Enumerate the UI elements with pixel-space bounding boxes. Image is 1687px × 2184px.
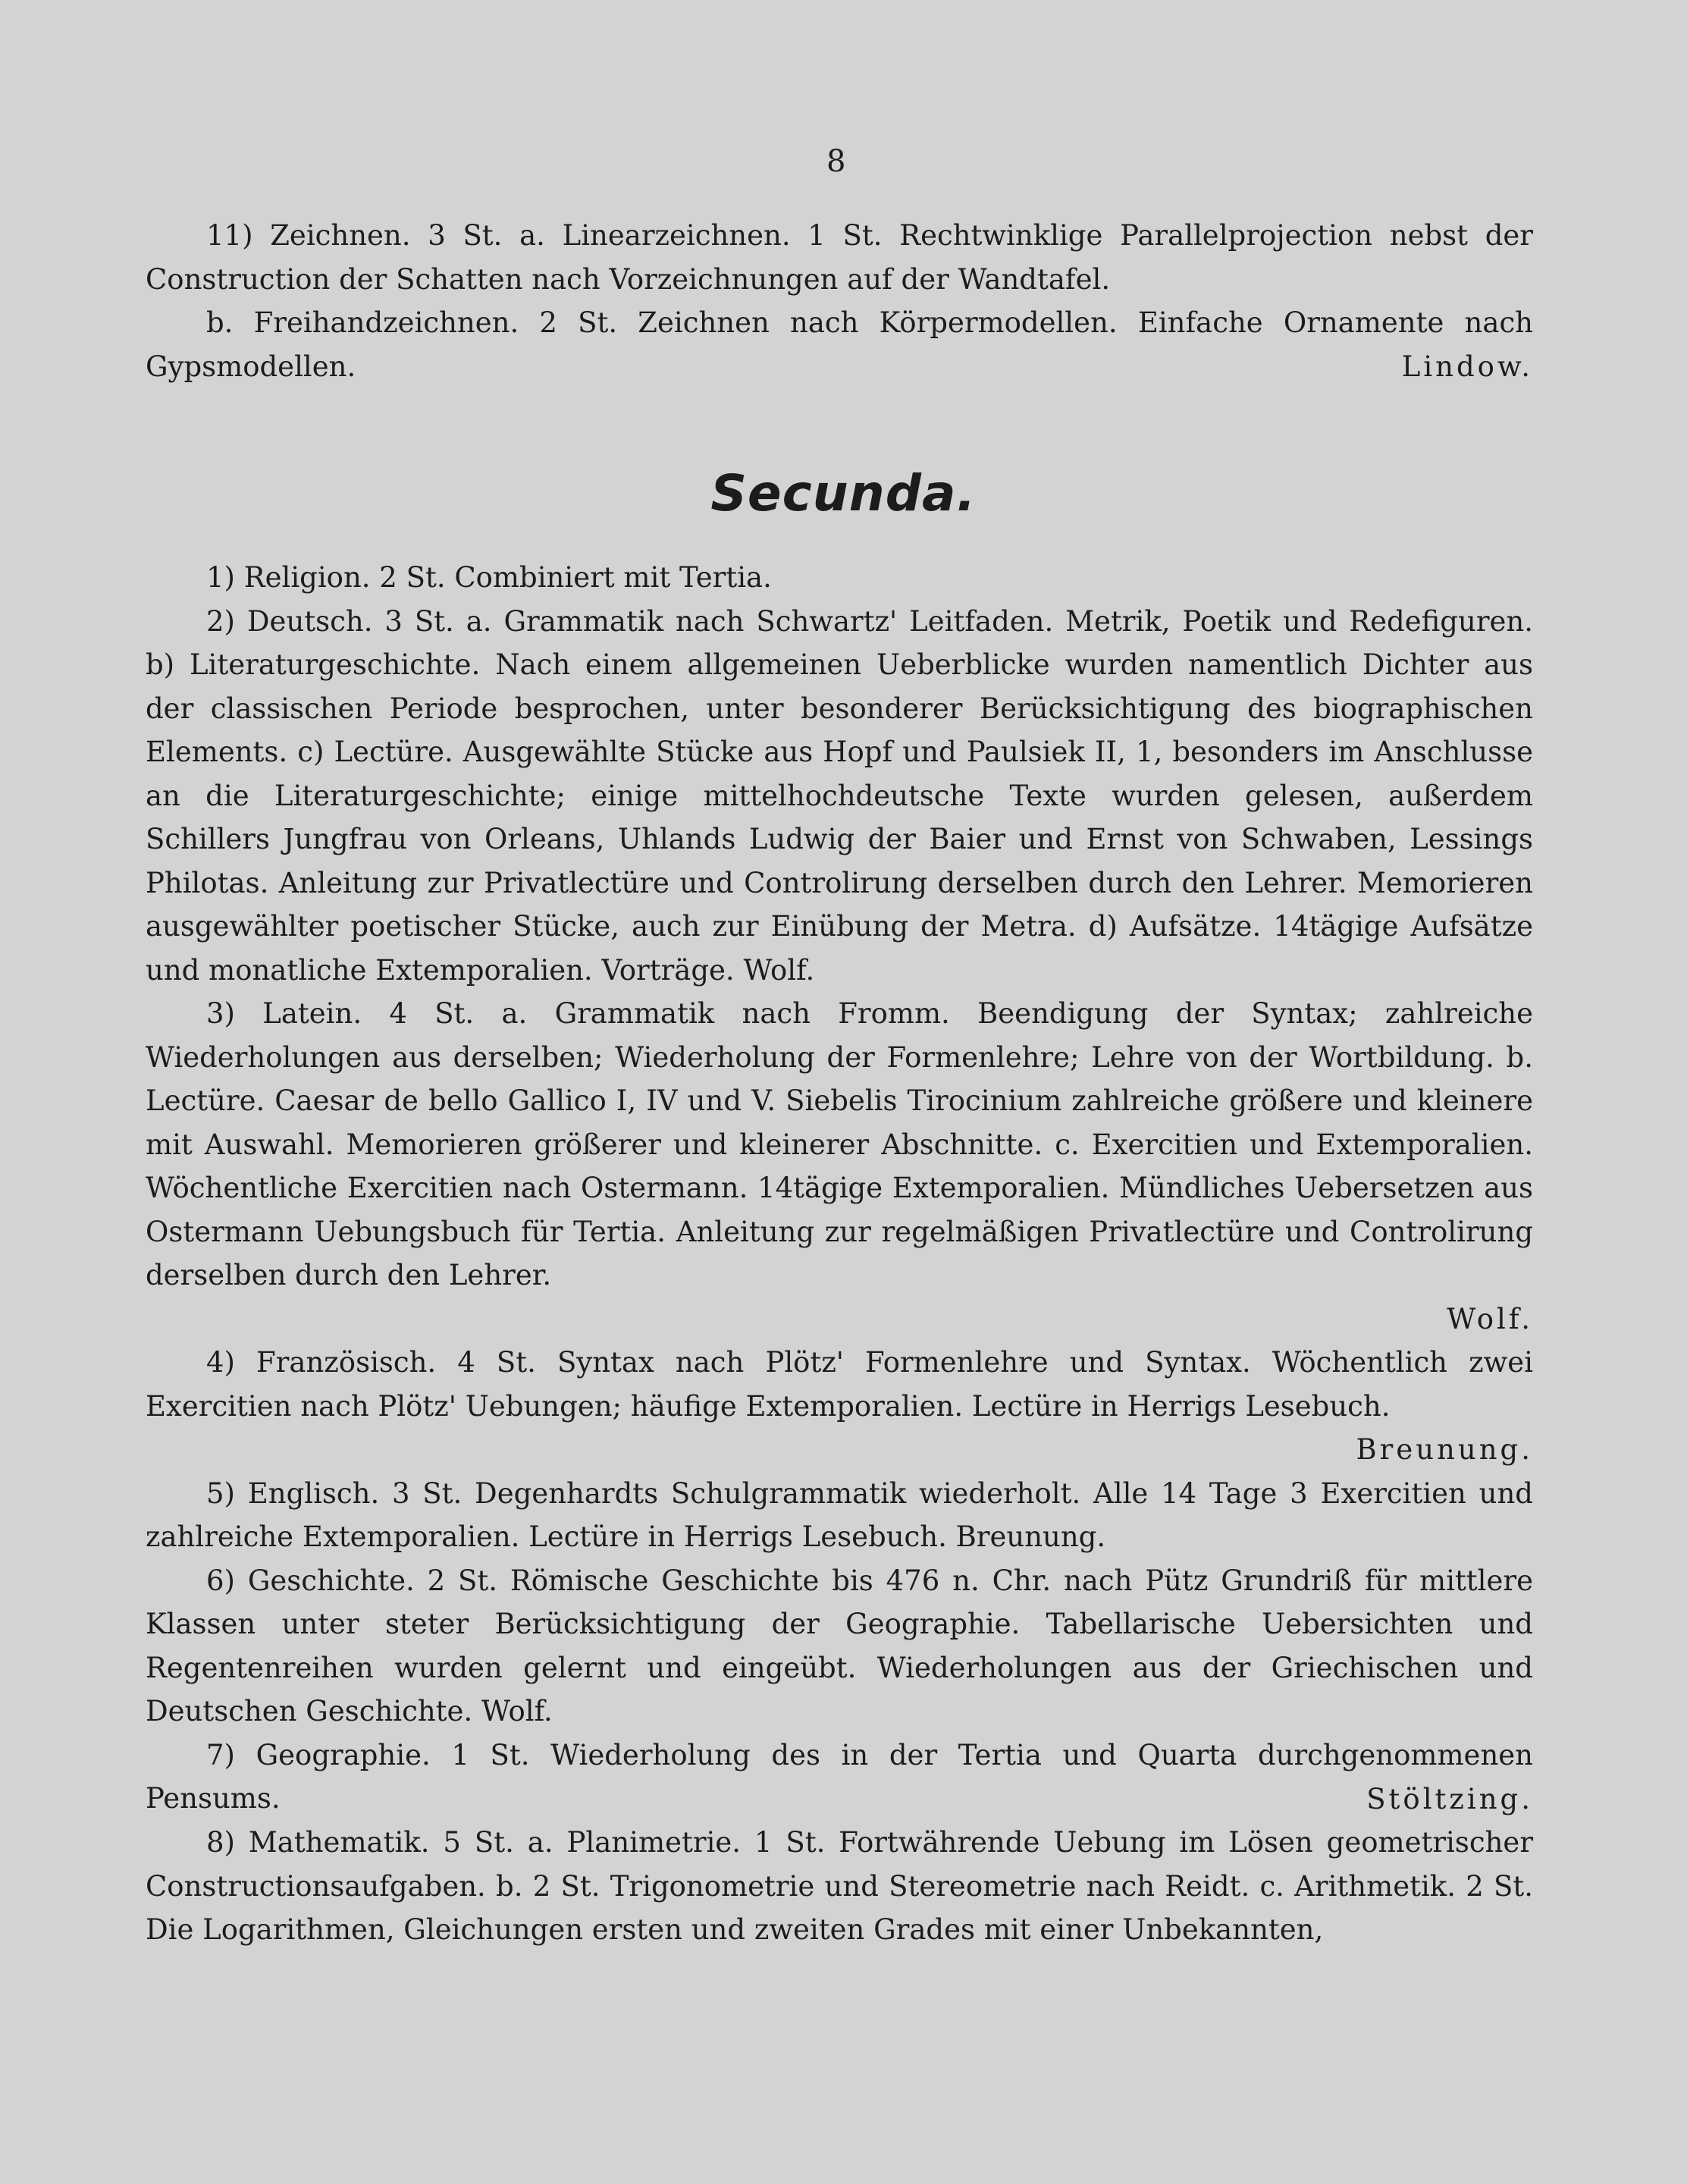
- paragraph-drawing: 11) Zeichnen. 3 St. a. Linearzeichnen. 1 St. Rechtwinklige Parallelprojection nebst der Construction der Schatten nach Vorzeichnungen auf der Wandtafel.: [146, 219, 1533, 296]
- signature-latein: Wolf.: [1447, 1302, 1533, 1335]
- signature-lindow: Lindow.: [1401, 350, 1533, 383]
- secunda-subjects: [146, 556, 1533, 1952]
- subject-religion: 1) Religion. 2 St. Combiniert mit Tertia.: [206, 561, 772, 594]
- subject-franzoesisch: 4) Französisch. 4 St. Syntax nach Plötz' Formenlehre und Syntax. Wöchentlich zwei Exercitien nach Plötz' Uebungen; häufige Extemporalien. Lectüre in Herrigs Lesebuch.: [146, 1346, 1533, 1423]
- subject-latein: 3) Latein. 4 St. a. Grammatik nach Fromm. Beendigung der Syntax; zahlreiche Wiederholungen aus derselben; Wiederholung der Formenlehre; Lehre von der Wortbildung. b. Lectüre. Caesar de bello Gallico I, IV und V. Siebelis Tirocinium zahlreiche größere und kleinere mit Auswahl. Memorieren größerer und kleinerer Abschnitte. c. Exercitien und Extemporalien. Wöchentliche Exercitien nach Ostermann. 14tägige Extemporalien. Mündliches Uebersetzen aus Ostermann Uebungsbuch für Tertia. Anleitung zur regelmäßigen Privatlectüre und Controlirung derselben durch den Lehrer.: [146, 997, 1533, 1291]
- section-heading: Secunda.: [710, 464, 977, 522]
- drawing-section: [146, 214, 1533, 389]
- signature-geographie: Stöltzing.: [1366, 1782, 1533, 1815]
- paragraph-freehand: b. Freihandzeichnen. 2 St. Zeichnen nach Körpermodellen. Einfache Ornamente nach Gypsmodellen.: [146, 306, 1533, 383]
- subject-englisch: 5) Englisch. 3 St. Degenhardts Schulgrammatik wiederholt. Alle 14 Tage 3 Exercitien und zahlreiche Extemporalien. Lectüre in Herrigs Lesebuch. Breunung.: [146, 1476, 1533, 1553]
- subject-deutsch: 2) Deutsch. 3 St. a. Grammatik nach Schwartz' Leitfaden. Metrik, Poetik und Redefiguren. b) Literaturgeschichte. Nach einem allgemeinen Ueberblicke wurden namentlich Dichter aus der classischen Periode besprochen, unter besonderer Berücksichtigung des biographischen Elements. c) Lectüre. Ausgewählte Stücke aus Hopf und Paulsiek II, 1, besonders im Anschlusse an die Literaturgeschichte; einige mittelhochdeutsche Texte wurden gelesen, außerdem Schillers Jungfrau von Orleans, Uhlands Ludwig der Baier und Ernst von Schwaben, Lessings Philotas. Anleitung zur Privatlectüre und Controlirung derselben durch den Lehrer. Memorieren ausgewählter poetischer Stücke, auch zur Einübung der Metra. d) Aufsätze. 14tägige Aufsätze und monatliche Extemporalien. Vorträge. Wolf.: [146, 604, 1533, 987]
- subject-geschichte: 6) Geschichte. 2 St. Römische Geschichte bis 476 n. Chr. nach Pütz Grundriß für mittlere Klassen unter steter Berücksichtigung der Geographie. Tabellarische Uebersichten und Regentenreihen wurden gelernt und eingeübt. Wiederholungen aus der Griechischen und Deutschen Geschichte. Wolf.: [146, 1564, 1533, 1727]
- signature-franzoesisch: Breunung.: [1356, 1433, 1533, 1466]
- subject-mathematik: 8) Mathematik. 5 St. a. Planimetrie. 1 St. Fortwährende Uebung im Lösen geometrischer Constructionsaufgaben. b. 2 St. Trigonometrie und Stereometrie nach Reidt. c. Arithmetik. 2 St. Die Logarithmen, Gleichungen ersten und zweiten Grades mit einer Unbekannten,: [146, 1826, 1533, 1946]
- subject-geographie: 7) Geographie. 1 St. Wiederholung des in der Tertia und Quarta durchgenommenen Pensums.: [146, 1738, 1533, 1815]
- page-number: 8: [826, 144, 846, 179]
